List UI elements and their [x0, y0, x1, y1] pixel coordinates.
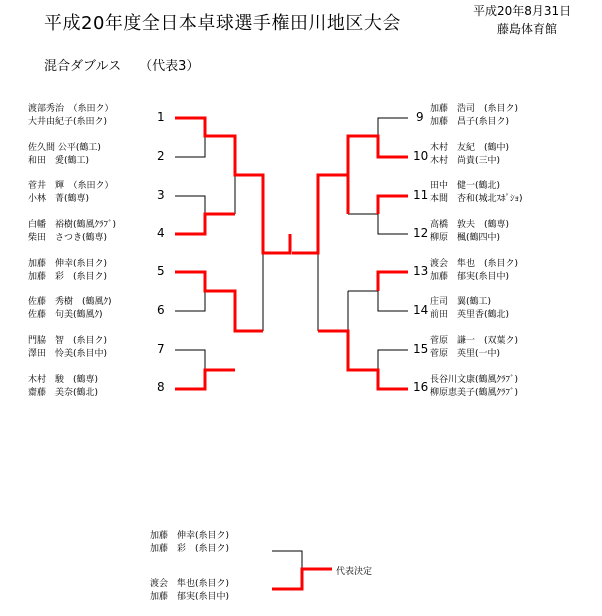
seed-12: 12 — [413, 226, 429, 240]
entry-6-player-b: 佐藤 句美(鶴風ｸ) — [28, 310, 103, 320]
line-l-7 — [175, 350, 205, 370]
entry-5-player-b: 加藤 彩 (糸目ク) — [28, 272, 108, 282]
seed-3: 3 — [157, 188, 165, 202]
entry-4-player-b: 柴田 さつき(鶴専) — [28, 233, 108, 243]
seed-16: 16 — [413, 380, 429, 394]
line-r-14 — [378, 291, 408, 311]
entry-8-player-b: 齋藤 美奈(鶴北) — [28, 388, 99, 398]
line-l-2 — [175, 136, 205, 157]
playoff-pair-b-player-a: 渡会 隼也(糸目ク) — [150, 579, 230, 589]
entry-15-player-a: 菅原 謙一 (双葉ク) — [430, 336, 519, 346]
line-r-15 — [378, 350, 408, 370]
entry-14-player-a: 庄司 翼(鶴工) — [430, 297, 492, 307]
seed-2: 2 — [157, 149, 165, 163]
seed-5: 5 — [157, 264, 165, 278]
win-path-r-final — [292, 175, 348, 253]
seed-4: 4 — [157, 226, 165, 240]
win-path-16 — [318, 331, 408, 389]
event-name: 混合ダブルス — [44, 59, 122, 74]
bracket-winner-lines — [175, 118, 408, 589]
bracket-black-lines — [175, 118, 408, 569]
seed-7: 7 — [157, 342, 165, 356]
entry-3-player-b: 小林 菁(鶴専) — [28, 194, 90, 204]
entry-7-player-a: 門脇 智 (糸目ク) — [28, 336, 108, 346]
seed-15: 15 — [413, 342, 429, 356]
entry-8-player-a: 木村 駿 (鶴専) — [28, 375, 99, 385]
entry-2-player-b: 和田 愛(鶴工) — [28, 156, 90, 166]
entry-7-player-b: 澤田 怜美(糸目中) — [28, 349, 108, 359]
win-path-11 — [378, 196, 408, 214]
entry-10-player-b: 木村 尚貴(三中) — [430, 156, 501, 166]
entry-6-player-a: 佐藤 秀樹 (鶴風ｸ) — [28, 297, 112, 307]
seed-9: 9 — [416, 110, 424, 124]
win-path-playoff — [272, 569, 332, 589]
entry-1-player-b: 大井由紀子(糸田ク) — [28, 117, 108, 127]
entry-5-player-a: 加藤 伸幸(糸目ク) — [28, 259, 108, 269]
line-l-3 — [175, 196, 205, 214]
entry-9-player-b: 加藤 昌子(糸目ク) — [430, 117, 510, 127]
line-l-6 — [175, 291, 205, 311]
playoff-pair-a-player-b: 加藤 彩 (糸目ク) — [150, 544, 230, 554]
win-path-13 — [378, 272, 408, 291]
entry-1-player-a: 渡部秀治 （糸田ク） — [28, 104, 114, 114]
seed-1: 1 — [157, 110, 165, 124]
entry-2-player-a: 佐久間 公平(鶴工) — [28, 143, 101, 153]
entry-10-player-a: 木村 友紀 (鶴中) — [430, 143, 510, 153]
win-path-5 — [175, 272, 263, 331]
line-r-9 — [378, 118, 408, 136]
event-date: 平成20年8月31日 — [473, 4, 572, 18]
playoff-pair-a-player-a: 加藤 伸幸(糸目ク) — [150, 531, 230, 541]
seed-8: 8 — [157, 380, 165, 394]
playoff-pair-b-player-b: 加藤 郁実(糸目中) — [150, 592, 230, 602]
playoff-result-label: 代表決定 — [336, 567, 373, 577]
entry-13-player-b: 加藤 郁実(糸目中) — [430, 272, 510, 282]
seed-6: 6 — [157, 303, 165, 317]
seed-10: 10 — [413, 149, 429, 163]
entry-12-player-a: 高橋 敦夫 (鶴専) — [430, 220, 510, 230]
entry-14-player-b: 前田 英里香(鶴北) — [430, 310, 510, 320]
seed-11: 11 — [413, 188, 429, 202]
win-path-8 — [175, 370, 235, 389]
line-r-r2-bottom — [318, 291, 378, 331]
entry-9-player-a: 加藤 浩司 (糸目ク) — [430, 104, 519, 114]
entry-12-player-b: 柳原 楓(鶴四中) — [430, 233, 501, 243]
seed-14: 14 — [413, 303, 429, 317]
entry-11-player-a: 田中 健一(鶴北) — [430, 181, 501, 191]
entry-4-player-a: 白幡 裕樹(鶴風ｸﾗﾌﾞ) — [28, 220, 117, 230]
entry-16-player-b: 柳原恵美子(鶴風ｸﾗﾌﾞ) — [430, 388, 519, 398]
line-r-12 — [378, 214, 408, 234]
seed-13: 13 — [413, 264, 429, 278]
qualify-note: （代表3） — [139, 59, 200, 74]
entry-3-player-a: 菅井 輝 （糸田ク） — [28, 181, 114, 191]
entry-13-player-a: 渡会 隼也 (糸目ク) — [430, 259, 519, 269]
tournament-title: 平成20年度全日本卓球選手権田川地区大会 — [44, 13, 401, 34]
win-path-4 — [175, 214, 235, 234]
entry-16-player-a: 長谷川文康(鶴風ｸﾗﾌﾞ) — [430, 375, 519, 385]
event-venue: 藤島体育館 — [497, 22, 558, 36]
entry-15-player-b: 菅原 英里(一中) — [430, 349, 501, 359]
entry-11-player-b: 本間 杏和(城北ｽﾎﾟｼｮ) — [430, 194, 523, 204]
line-playoff-a — [272, 551, 302, 569]
